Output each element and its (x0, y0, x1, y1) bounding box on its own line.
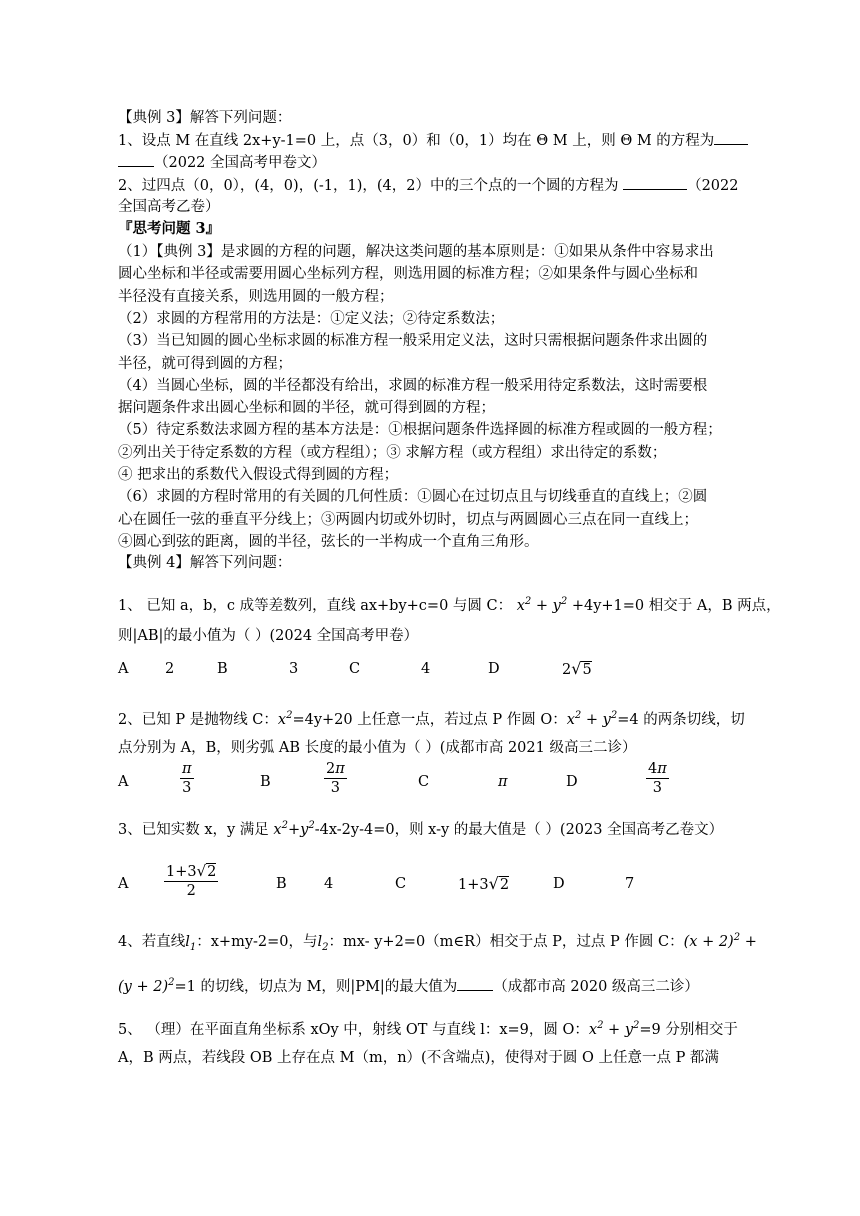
ex3-q2-line1: 2、过四点（0，0），(4，0)，(-1，1)，(4，2）中的三个点的一个圆的方程为 （2022 (118, 175, 738, 196)
think-line: 半径没有直接关系，则选用圆的一般方程； (118, 289, 394, 305)
think-line: ②列出关于待定系数的方程（或方程组）；③ 求解方程（或方程组）求出待定的系数； (118, 445, 667, 461)
think-line: 半径，就可得到圆的方程； (118, 356, 292, 372)
option-label[interactable]: B (276, 876, 287, 892)
option-value: 3 (289, 661, 299, 677)
option-label[interactable]: B (217, 661, 228, 677)
option-label[interactable]: D (553, 876, 565, 892)
ex3-q1-line2: （2022 全国高考甲卷文） (118, 152, 326, 173)
ex4-q5-line1: 5、 （理）在平面直角坐标系 xOy 中，射线 OT 与直线 l：x=9，圆 O：$x^2 + y^2=9$ 分别相交于 (118, 1020, 738, 1038)
option-value: 7 (625, 876, 635, 892)
fraction-pi-3: $\frac{\pi}{3}$ (182, 761, 192, 796)
answer-blank[interactable] (623, 175, 687, 190)
fraction-1plus3sqrt2-over-2: $\frac{1+3√2}{2}$ (166, 862, 217, 899)
fraction-4pi-3: $\frac{4\pi}{3}$ (648, 761, 667, 796)
think-line: （6）求圆的方程时常用的有关圆的几何性质：①圆心在过切点且与切线垂直的直线上；②圆 (118, 489, 708, 505)
answer-blank[interactable] (457, 976, 493, 991)
fraction-2pi-3: $\frac{2\pi}{3}$ (326, 761, 345, 796)
option-value: 2√5 (562, 659, 592, 678)
option-value: 1+3√2 (458, 874, 510, 893)
circle-equation: $x^2 + y^2$ (516, 596, 568, 614)
ex4-q4-line2: $(y + 2)^2=1$ 的切线，切点为 M，则|PM|的最大值为 （成都市高 2020 级高三二诊） (118, 977, 699, 995)
option-value: 4 (421, 661, 431, 677)
example4-header: 【典例 4】解答下列问题： (118, 555, 292, 571)
option-label[interactable]: D (566, 774, 578, 790)
think-line: （2）求圆的方程常用的方法是：①定义法；②待定系数法； (118, 311, 505, 327)
option-pi: π (498, 774, 508, 790)
think-line: ④圆心到弦的距离，圆的半径，弦长的一半构成一个直角三角形。 (118, 534, 539, 550)
think-line: （4）当圆心坐标，圆的半径都没有给出，求圆的标准方程一般采用待定系数法，这时需要根 (118, 378, 708, 394)
ex4-q3-line1: 3、已知实数 x，y 满足 $x^2+y^2-4x-2y-4=0$，则 x-y 的最大值是（ ）(2023 全国高考乙卷文） (118, 820, 724, 838)
option-label[interactable]: C (395, 876, 407, 892)
option-value: 4 (324, 876, 334, 892)
option-label[interactable]: B (260, 774, 271, 790)
think-header: 『思考问题 3』 (118, 220, 221, 237)
think-line: 心在圆任一弦的垂直平分线上；③两圆内切或外切时，切点与两圆圆心三点在同一直线上； (118, 512, 698, 528)
answer-blank[interactable] (118, 152, 154, 167)
option-label[interactable]: A (118, 774, 129, 790)
ex4-q2-line1: 2、已知 P 是抛物线 C：$x^2=4y+20$ 上任意一点，若过点 P 作圆 O：$x^2 + y^2=4$ 的两条切线，切 (118, 710, 745, 728)
think-line: ④ 把求出的系数代入假设式得到圆的方程； (118, 467, 399, 483)
example3-header: 【典例 3】解答下列问题： (118, 110, 292, 126)
option-label[interactable]: A (118, 876, 129, 892)
ex4-q2-line2: 点分别为 A，B，则劣弧 AB 长度的最小值为（ ）(成都市高 2021 级高三二诊） (118, 740, 637, 756)
ex4-q1-line1: 1、 已知 a，b，c 成等差数列，直线 ax+by+c=0 与圆 C： $x^2 + y^2 +4y+1=0$ 相交于 A，B 两点， (118, 596, 781, 614)
think-line: 圆心坐标和半径或需要用圆心坐标列方程，则选用圆的标准方程；②如果条件与圆心坐标和 (118, 266, 698, 282)
ex4-q4-line1: 4、若直线$l_1$：x+my-2=0，与$l_2$：mx- y+2=0（m∈R）相交于点 P，过点 P 作圆 C：$(x + 2)^2$ + (118, 932, 757, 953)
ex3-q2-line2: 全国高考乙卷） (118, 199, 220, 215)
option-value: 2 (165, 661, 175, 677)
think-line: （3）当已知圆的圆心坐标求圆的标准方程一般采用定义法，这时只需根据问题条件求出圆的 (118, 333, 708, 349)
ex4-q1-line2: 则|AB|的最小值为（ ）(2024 全国高考甲卷） (118, 628, 419, 644)
ex3-q1-line1: 1、设点 M 在直线 2x+y-1=0 上，点（3，0）和（0，1）均在 Θ M 上，则 Θ M 的方程为 (118, 130, 748, 151)
think-line: （5）待定系数法求圆方程的基本方法是：①根据问题条件选择圆的标准方程或圆的一般方程； (118, 422, 722, 438)
think-line: （1）【典例 3】是求圆的方程的问题，解决这类问题的基本原则是：①如果从条件中容易求出 (118, 244, 714, 260)
option-label[interactable]: C (349, 661, 361, 677)
ex4-q5-line2: A，B 两点，若线段 OB 上存在点 M（m，n）(不含端点)，使得对于圆 O 上任意一点 P 都满 (118, 1050, 719, 1066)
option-label[interactable]: D (488, 661, 500, 677)
option-label[interactable]: A (118, 661, 129, 677)
think-line: 据问题条件求出圆心坐标和圆的半径，就可得到圆的方程； (118, 400, 495, 416)
option-label[interactable]: C (418, 774, 430, 790)
answer-blank[interactable] (714, 130, 748, 145)
